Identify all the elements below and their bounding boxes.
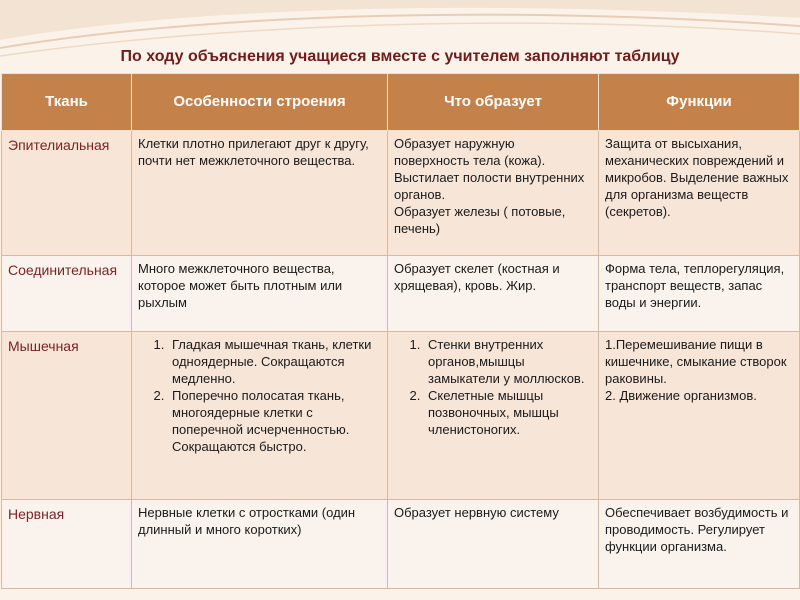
list-item: 2. Поперечно полосатая ткань, многоядерные клетки с поперечной исчерченностью. Сокращаются быстро. — [168, 387, 381, 455]
forms-line: Образует нервную систему — [394, 505, 559, 520]
functions-cell: Обеспечивает возбудимость и проводимость. Регулирует функции организма. — [599, 500, 800, 589]
structure-list — [138, 336, 381, 455]
tissue-table — [1, 73, 800, 589]
page-title: По ходу объяснения учащиеся вместе с учителем заполняют таблицу — [120, 48, 680, 65]
header-tissue: Ткань — [2, 74, 132, 131]
table-row — [2, 256, 800, 332]
header-functions: Функции — [599, 74, 800, 131]
structure-cell — [132, 332, 388, 500]
list-item: 1. Стенки внутренних органов,мышцы замыкатели у моллюсков. — [424, 336, 592, 387]
forms-cell — [388, 500, 599, 589]
tissue-name: Эпителиальная — [2, 131, 132, 256]
table-header-row — [2, 74, 800, 131]
forms-line: Выстилает полости внутренних органов. — [394, 170, 585, 202]
list-item: 2. Скелетные мышцы позвоночных, мышцы членистоногих. — [424, 387, 592, 438]
structure-cell: Клетки плотно прилегают друг к другу, почти нет межклеточного вещества. — [132, 131, 388, 256]
table-row — [2, 500, 800, 589]
forms-line: Образует железы ( потовые, печень) — [394, 204, 566, 236]
functions-cell — [599, 332, 800, 500]
structure-cell: Много межклеточного вещества, которое может быть плотным или рыхлым — [132, 256, 388, 332]
forms-list — [394, 336, 592, 438]
header-forms: Что образует — [388, 74, 599, 131]
tissue-name: Мышечная — [2, 332, 132, 500]
functions-line: 2. Движение организмов. — [605, 388, 757, 403]
functions-cell: Защита от высыхания, механических повреждений и микробов. Выделение важных для организма веществ (секретов). — [599, 131, 800, 256]
forms-cell — [388, 256, 599, 332]
tissue-name: Нервная — [2, 500, 132, 589]
functions-cell: Форма тела, теплорегуляция, транспорт веществ, запас воды и энергии. — [599, 256, 800, 332]
functions-line: 1.Перемешивание пищи в кишечнике, смыкание створок раковины. — [605, 337, 787, 386]
forms-line: Образует скелет (костная и хрящевая), кровь. Жир. — [394, 261, 560, 293]
forms-cell — [388, 332, 599, 500]
tissue-name: Соединительная — [2, 256, 132, 332]
structure-cell: Нервные клетки с отростками (один длинный и много коротких) — [132, 500, 388, 589]
table-row — [2, 131, 800, 256]
background-swoosh — [0, 0, 800, 80]
list-item: 1. Гладкая мышечная ткань, клетки одноядерные. Сокращаются медленно. — [168, 336, 381, 387]
forms-line: Образует наружную поверхность тела (кожа). — [394, 136, 546, 168]
table-row — [2, 332, 800, 500]
header-structure: Особенности строения — [132, 74, 388, 131]
forms-cell — [388, 131, 599, 256]
